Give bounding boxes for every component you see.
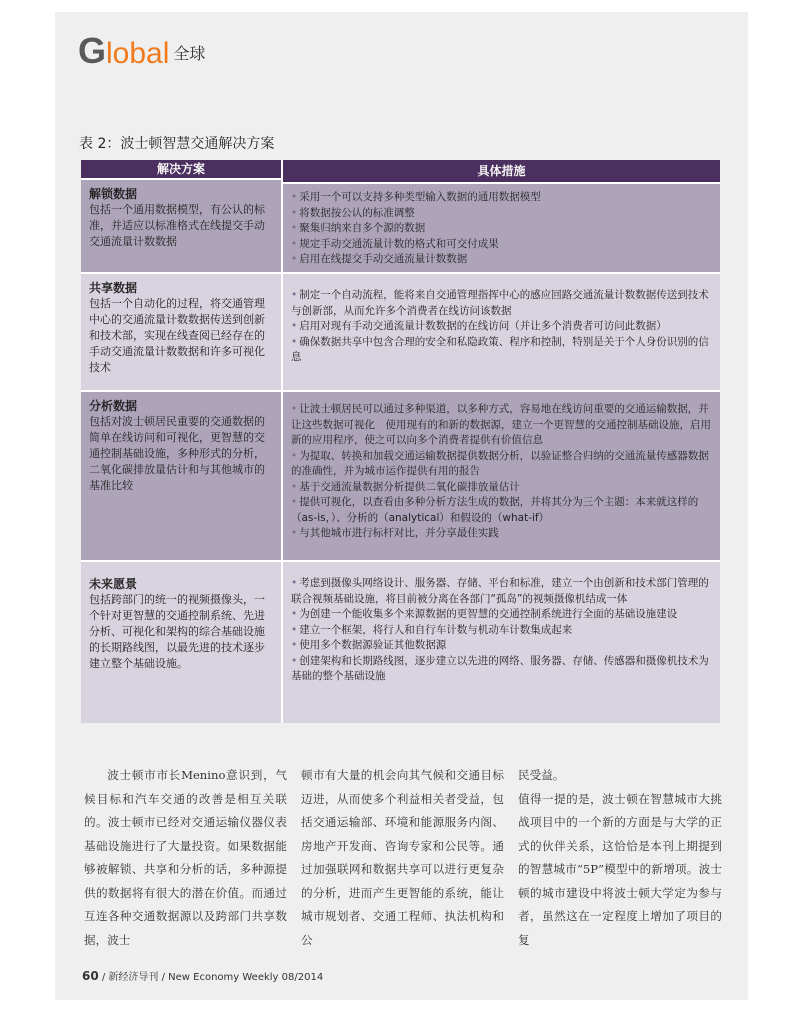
measure-item: • 提供可视化，以查看由多种分析方法生成的数据，并将其分为三个主题：本来就这样的（as-is，）、分析的（analytical）和假设的（what-if） — [291, 495, 714, 526]
footer-publication: / 新经济导刊 / New Economy Weekly 08/2014 — [98, 972, 324, 983]
solution-description: 包括一个自动化的过程，将交通管理中心的交通流量计数数据传送到创新和技术部，实现在线查阅已经存在的手动交通流量计数数据和许多可视化技术 — [89, 297, 265, 374]
column-header-measures: 具体措施 — [283, 160, 720, 182]
magazine-logo — [78, 30, 205, 70]
measure-item: • 使用多个数据源验证其他数据源 — [291, 638, 714, 654]
measure-item: • 将数据按公认的标准调整 — [291, 206, 714, 222]
logo-text: lobal — [106, 37, 170, 70]
article-column-2: 顿市有大量的机会向其气候和交通目标迈进，从而使多个利益相关者受益，包括交通运输部、环境和能源服务内阁、房地产开发商、咨询专家和公民等。通过加强联网和数据共享可以进行更复杂的分析，进而产生更智能的系统，能让城市规划者、交通工程师、执法机构和公 — [301, 768, 504, 947]
solution-name: 未来愿景 — [89, 577, 138, 591]
table-title: 表 2：波士顿智慧交通解决方案 — [79, 136, 275, 152]
measure-item: • 确保数据共享中包含合理的安全和私隐政策、程序和控制，特别是关于个人身份识别的信息 — [291, 335, 714, 366]
solution-table — [81, 160, 720, 723]
solution-name: 分析数据 — [89, 399, 138, 413]
article-column-1: 波士顿市市长Menino意识到，气候目标和汽车交通的改善是相互关联的。波士顿市已经对交通运输仪器仪表基础设施进行了大量投资。如果数据能够被解锁、共享和分析的话，多种源提供的数据将有很大的潜在价值。而通过互连各种交通数据源以及跨部门共享数据，波士 — [84, 768, 287, 947]
measure-item: • 规定手动交通流量计数的格式和可交付成果 — [291, 237, 714, 253]
measure-item: • 基于交通流量数据分析提供二氧化碳排放量估计 — [291, 480, 714, 496]
solution-description: 包括一个通用数据模型，有公认的标准，并适应以标准格式在线提交手动交通流量计数数据 — [89, 203, 265, 248]
solution-name: 解锁数据 — [89, 187, 138, 201]
measure-item: • 为提取、转换和加载交通运输数据提供数据分析，以验证整合归纳的交通流量传感器数据的准确性，并为城市运作提供有用的报告 — [291, 449, 714, 480]
measure-item: • 启用在线提交手动交通流量计数数据 — [291, 252, 714, 268]
article-column-3: 民受益。 值得一提的是，波士顿在智慧城市大挑战项目中的一个新的方面是与大学的正式的伙伴关系，这恰恰是本刊上期提到的智慧城市“5P”模型中的新增项。波士顿的城市建设中将波士顿大学定为参与者，虽然这在一定程度上增加了项目的复 — [518, 768, 722, 947]
page-footer — [82, 968, 323, 983]
measure-item: • 制定一个自动流程，能将来自交通管理指挥中心的感应回路交通流量计数数据传送到技术与创新部，从而允许多个消费者在线访问该数据 — [291, 288, 714, 319]
measure-item: • 为创建一个能收集多个来源数据的更智慧的交通控制系统进行全面的基础设施建设 — [291, 607, 714, 623]
solution-description: 包括跨部门的统一的视频摄像头，一个针对更智慧的交通控制系统、先进分析、可视化和架构的综合基础设施的长期路线图，以最先进的技术逐步建立整个基础设施。 — [89, 593, 265, 670]
measure-item: • 让波士顿居民可以通过多种渠道，以多种方式，容易地在线访问重要的交通运输数据，并让这些数据可视化 使用现有的和新的数据源，建立一个更智慧的交通控制基础设施，启用新的应用程序，使之可以向多个消费者提供有价值信息 — [291, 402, 714, 449]
measure-item: • 启用对现有手动交通流量计数数据的在线访问（并让多个消费者可访问此数据） — [291, 319, 714, 335]
solution-cell — [81, 562, 281, 723]
measures-cell — [283, 392, 720, 560]
measure-item: • 与其他城市进行标杆对比，并分享最佳实践 — [291, 526, 714, 542]
measure-item: • 建立一个框架，将行人和自行车计数与机动车计数集成起来 — [291, 623, 714, 639]
logo-initial: G — [78, 30, 107, 71]
solution-cell — [81, 180, 281, 272]
solution-name: 共享数据 — [89, 281, 138, 295]
solution-cell — [81, 392, 281, 560]
measure-item: • 采用一个可以支持多种类型输入数据的通用数据模型 — [291, 190, 714, 206]
page-number: 60 — [82, 969, 99, 983]
measure-item: • 创建架构和长期路线图，逐步建立以先进的网络、服务器、存储、传感器和摄像机技术为基础的整个基础设施 — [291, 654, 714, 685]
measure-item: • 考虑到摄像头网络设计、服务器、存储、平台和标准，建立一个由创新和技术部门管理的联合视频基础设施，将目前被分离在各部门“孤岛”的视频摄像机结成一体 — [291, 576, 714, 607]
column-header-solution: 解决方案 — [81, 160, 281, 178]
solution-cell — [81, 274, 281, 390]
measures-cell — [283, 562, 720, 723]
measure-item: • 聚集归纳来自多个源的数据 — [291, 221, 714, 237]
section-label: 全球 — [173, 44, 206, 63]
measures-cell — [283, 184, 720, 272]
measures-cell — [283, 274, 720, 390]
solution-description: 包括对波士顿居民重要的交通数据的简单在线访问和可视化，更智慧的交通控制基础设施，多种形式的分析，二氧化碳排放量估计和与其他城市的基准比较 — [89, 415, 265, 492]
